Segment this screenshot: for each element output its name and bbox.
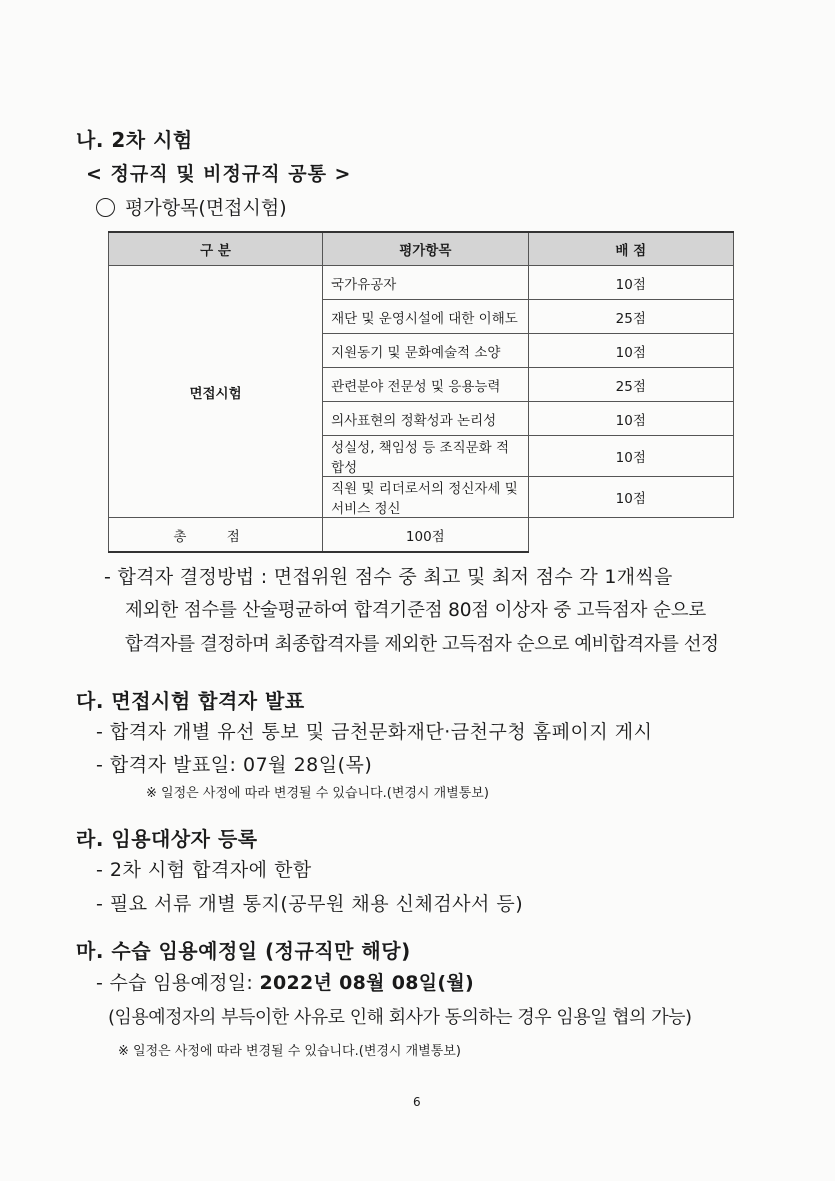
probation-date-value: 2022년 08월 08일(월) — [259, 972, 475, 994]
eval-heading-text: 평가항목(면접시험) — [125, 197, 287, 219]
section-da-line-1: - 합격자 개별 유선 통보 및 금천문화재단·금천구청 홈페이지 게시 — [96, 721, 653, 743]
table-row — [109, 266, 734, 300]
header-item: 평가항목 — [323, 232, 528, 266]
item-cell: 국가유공자 — [323, 266, 528, 300]
eval-heading — [96, 193, 287, 220]
category-cell: 면접시험 — [109, 266, 323, 518]
item-cell: 관련분야 전문성 및 응용능력 — [323, 368, 528, 402]
item-cell: 지원동기 및 문화예술적 소양 — [323, 334, 528, 368]
item-cell: 성실성, 책임성 등 조직문화 적합성 — [323, 436, 528, 477]
section-ra-line-1: - 2차 시험 합격자에 한함 — [96, 859, 312, 881]
section-ma-line-1 — [96, 968, 474, 995]
method-line-1: - 합격자 결정방법 : 면접위원 점수 중 최고 및 최저 점수 각 1개씩을 — [104, 566, 673, 588]
score-cell: 10점 — [528, 334, 733, 368]
evaluation-table — [108, 231, 734, 553]
score-cell: 25점 — [528, 300, 733, 334]
header-score: 배 점 — [528, 232, 733, 266]
probation-date-label: - 수습 임용예정일: — [96, 972, 260, 994]
header-category: 구 분 — [109, 232, 323, 266]
method-line-2: 제외한 점수를 산술평균하여 합격기준점 80점 이상자 중 고득점자 순으로 — [125, 600, 707, 621]
circle-bullet-icon — [96, 198, 115, 217]
total-score: 100점 — [323, 518, 528, 553]
table-header-row — [109, 232, 734, 266]
score-cell: 10점 — [528, 402, 733, 436]
section-da-title: 다. 면접시험 합격자 발표 — [76, 689, 305, 713]
item-cell: 재단 및 운영시설에 대한 이해도 — [323, 300, 528, 334]
section-da-line-2: - 합격자 발표일: 07월 28일(목) — [96, 754, 373, 776]
table-total-row — [109, 518, 734, 553]
method-line-3: 합격자를 결정하며 최종합격자를 제외한 고득점자 순으로 예비합격자를 선정 — [125, 634, 719, 655]
section-ra-title: 라. 임용대상자 등록 — [76, 827, 258, 851]
section-ra-line-2: - 필요 서류 개별 통지(공무원 채용 신체검사서 등) — [96, 893, 524, 915]
section-da-note: ※ 일정은 사정에 따라 변경될 수 있습니다.(변경시 개별통보) — [146, 786, 489, 801]
total-label: 총 점 — [109, 518, 323, 553]
score-cell: 10점 — [528, 477, 733, 518]
score-cell: 10점 — [528, 436, 733, 477]
section-na-title: 나. 2차 시험 — [76, 128, 193, 152]
item-cell: 의사표현의 정확성과 논리성 — [323, 402, 528, 436]
section-ma-note: ※ 일정은 사정에 따라 변경될 수 있습니다.(변경시 개별통보) — [118, 1044, 461, 1059]
section-ma-line-2: (임용예정자의 부득이한 사유로 인해 회사가 동의하는 경우 임용일 협의 가능) — [108, 1007, 692, 1028]
section-ma-title: 마. 수습 임용예정일 (정규직만 해당) — [76, 939, 411, 963]
page-number: 6 — [413, 1095, 421, 1109]
score-cell: 25점 — [528, 368, 733, 402]
section-na-subtitle: < 정규직 및 비정규직 공통 > — [86, 163, 352, 185]
item-cell: 직원 및 리더로서의 정신자세 및 서비스 정신 — [323, 477, 528, 518]
score-cell: 10점 — [528, 266, 733, 300]
